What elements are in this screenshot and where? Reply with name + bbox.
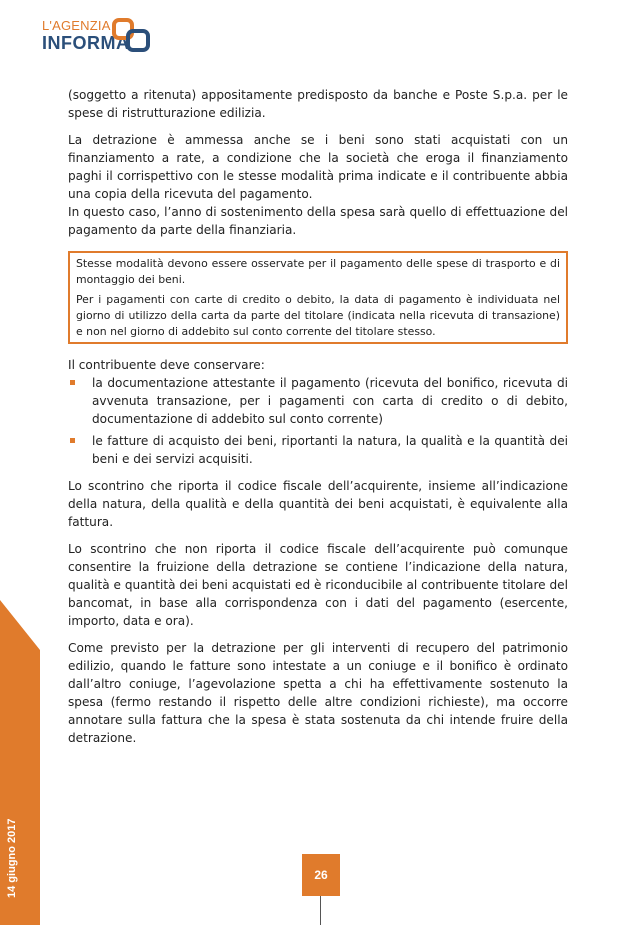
page-divider-line <box>320 896 321 925</box>
paragraph-anno-sostenimento: In questo caso, l’anno di sostenimento della spesa sarà quello di effettuazione del pagamento da parte della finanziaria. <box>68 205 568 237</box>
page-number: 26 <box>302 854 340 896</box>
bullet-list <box>68 374 568 468</box>
logo-mark-icon <box>112 18 152 52</box>
paragraph-coniuge: Come previsto per la detrazione per gli interventi di recupero del patrimonio edilizio, quando le fatture sono intestate a un coniuge e il bonifico è ordinato dall’altro coniuge, l’agevolazione spetta a chi ha effettivamente sostenuto la spesa (fermo restando il rispetto delle altre condizioni richieste), ma occorre annotare sulla fattura che la spesa è stata sostenuta da chi intende fruire della detrazione. <box>68 641 568 745</box>
note-carte: Per i pagamenti con carte di credito o debito, la data di pagamento è individuata nel giorno di utilizzo della carta da parte del titolare (indicata nella ricevuta di transazione) e non nel giorno di addebito sul conto corrente del titolare stesso. <box>76 293 560 338</box>
logo-text-top: L'AGENZIA <box>42 18 111 33</box>
paragraph-scontrino-cf: Lo scontrino che riporta il codice fiscale dell’acquirente, insieme all’indicazione della natura, della qualità e della quantità dei beni acquistati, è equivalente alla fattura. <box>68 479 568 529</box>
paragraph-ritenuta: (soggetto a ritenuta) appositamente predisposto da banche e Poste S.p.a. per le spese di ristrutturazione edilizia. <box>68 88 568 120</box>
paragraph-finanziamento: La detrazione è ammessa anche se i beni sono stati acquistati con un finanziamento a rate, a condizione che la società che eroga il finanziamento paghi il corrispettivo con le stesse modalità prima indicate e il contribuente abbia una copia della ricevuta del pagamento. <box>68 133 568 201</box>
highlight-box <box>68 251 568 344</box>
logo-text-bottom: INFORMA <box>42 33 130 53</box>
agenzia-informa-logo <box>42 18 152 58</box>
list-item <box>68 374 568 428</box>
date-label: 14 giugno 2017 <box>6 818 18 898</box>
note-trasporto: Stesse modalità devono essere osservate per il pagamento delle spese di trasporto e di montaggio dei beni. <box>76 257 560 286</box>
list-item-text: le fatture di acquisto dei beni, riportanti la natura, la qualità e la quantità dei beni e dei servizi acquisiti. <box>92 434 568 466</box>
paragraph-scontrino-senza-cf: Lo scontrino che non riporta il codice fiscale dell’acquirente può comunque consentire la fruizione della detrazione se contiene l’indicazione della natura, qualità e quantità dei beni acquistati ed è riconducibile al contribuente titolare del bancomat, in base alla corrispondenza con i dati del pagamento (esercente, importo, data e ora). <box>68 542 568 628</box>
main-content <box>68 86 568 756</box>
list-item <box>68 432 568 468</box>
square-bullet-icon <box>70 438 75 443</box>
paragraph-conservare: Il contribuente deve conservare: <box>68 358 265 372</box>
square-bullet-icon <box>70 380 75 385</box>
list-item-text: la documentazione attestante il pagamento (ricevuta del bonifico, ricevuta di avvenuta transazione, per i pagamenti con carta di credito o di debito, documentazione di addebito sul conto corrente) <box>92 376 568 426</box>
